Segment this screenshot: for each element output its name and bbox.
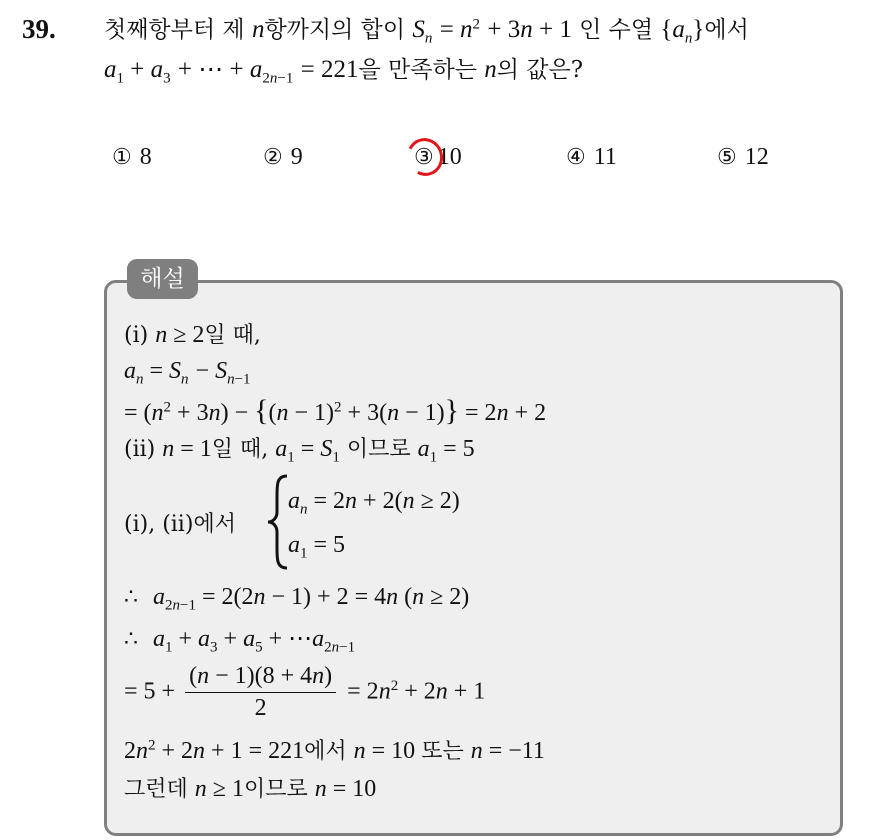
solution-line-8: = 5 + $\frac{(n - 1)(8 + 4n)}{2}$ = $2n^2 + 2n + 1$ [124,663,486,721]
solution-line-1: (i) n ≥ 2일 때, [124,322,261,348]
solution-tag: 해설 [127,259,198,299]
solution-line-2: $a_n = S_n - S_{n-1}$ [124,358,251,388]
choice-4[interactable]: ④ 11 [566,144,617,170]
solution-line-6: ∴ $a_{2n-1} = 2(2n - 1) + 2 = 4n$ (n ≥ 2) [124,584,470,614]
question-line-2: $a_1 + a_3$ + ⋯ + $a_{2n-1} = 221$을 만족하는 n의 값은? [104,56,584,87]
solution-line-5: (i), (ii)에서 [124,512,236,537]
solution-case-line-1: $a_n = 2n + 2(n \ge 2)$ [288,488,460,518]
solution-line-4: (ii) n = 1일 때, $a_1 = S_1$ 이므로 $a_1 = 5$ [124,436,475,466]
choice-1[interactable]: ① 8 [112,144,152,170]
question-text: 첫째항부터 제 [104,17,245,43]
solution-line-10: 그런데 n ≥ 1이므로 n = 10 [124,776,377,802]
solution-case-line-2: $a_1 = 5$ [288,532,346,562]
answer-circle-mark [402,133,448,180]
solution-line-9: $2n^2 + 2n + 1 = 221$에서 n = 10 또는 n = −11 [124,737,545,764]
question-number: 39. [22,14,56,44]
question-line-1: 첫째항부터 제 n항까지의 합이 $S_n = n^2 + 3n + 1$ 인 수열 $\{a_n\}$에서 [104,16,749,47]
fraction: $\frac{(n - 1)(8 + 4n)}{2}$ [185,663,336,722]
choice-5[interactable]: ⑤ 12 [717,144,769,170]
solution-line-3: = $(n^2 + 3n) - \{(n - 1)^2 + 3(n - 1)\} = 2n + 2$ [124,394,547,427]
solution-line-7: ∴ $a_1 + a_3 + a_5$ + $\cdots a_{2n-1}$ [124,626,356,656]
choice-2[interactable]: ② 9 [263,144,303,170]
choice-3[interactable]: ③ 10 [414,144,462,171]
